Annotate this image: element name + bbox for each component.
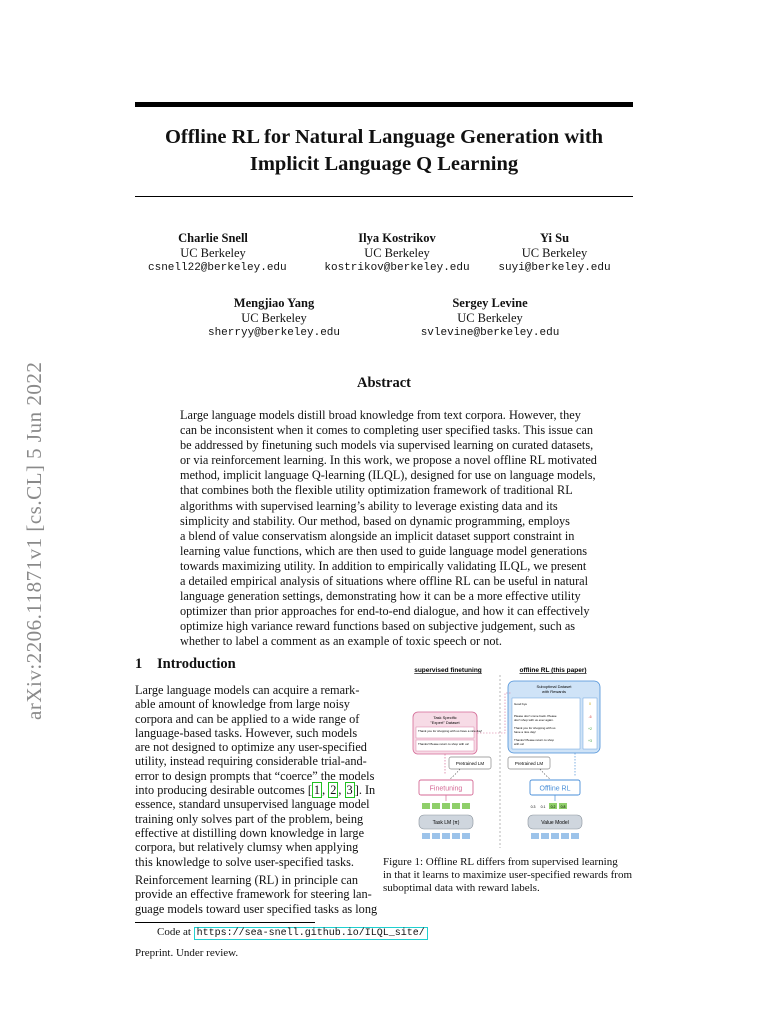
fig-left-heading: supervised finetuning — [414, 667, 482, 674]
abstract-line: a blend of value conservatism alongside an implicit dataset support constraint in — [180, 528, 575, 543]
body-line: training only solves part of the problem, being — [135, 811, 364, 826]
citation-link[interactable]: 2 — [330, 783, 337, 798]
value-label: 0.1 — [540, 805, 546, 809]
author-email: svlevine@berkeley.edu — [420, 327, 560, 339]
body-line: Reinforcement learning (RL) in principle can — [135, 873, 358, 887]
body-line: able amount of knowledge from large noisy — [135, 697, 350, 712]
body-line: essence, standard unsupervised language model — [135, 797, 370, 812]
fig-right-heading: offline RL (this paper) — [519, 667, 587, 674]
body-line: guage models toward user specified tasks as long — [135, 901, 378, 916]
connector — [540, 769, 550, 779]
abstract-line: Large language models distill broad knowledge from text corpora. However, they — [180, 408, 581, 422]
author-email: csnell22@berkeley.edu — [148, 262, 287, 274]
author-name: Mengjiao Yang — [233, 296, 315, 310]
abstract-line: that combines both the flexible utility optimization framework of traditional RL — [180, 483, 573, 498]
task-lm-output-tokens — [422, 803, 470, 809]
connector — [477, 693, 512, 733]
author-affiliation: UC Berkeley — [457, 311, 523, 325]
token — [571, 833, 579, 839]
abstract-line: a detailed empirical analysis of situations where offline RL can be useful in natural — [180, 574, 589, 589]
token — [432, 803, 440, 809]
body-line: this knowledge to solve user-specified tasks. — [135, 854, 355, 869]
reward-value: -6 — [588, 715, 592, 719]
value-label: 0.3 — [530, 805, 536, 809]
intro-paragraph-1 — [135, 683, 375, 869]
body-line: are not designed to optimize any user-specified — [135, 740, 367, 755]
body-line: corpora, but relatively clumsy when applying — [135, 840, 359, 855]
author-name: Ilya Kostrikov — [358, 231, 436, 245]
body-line: error to design prompts that “coerce” the models — [135, 768, 375, 783]
footnote — [157, 926, 428, 939]
connector — [450, 769, 460, 779]
token — [442, 803, 450, 809]
author-email: kostrikov@berkeley.edu — [324, 262, 470, 274]
author-affiliation: UC Berkeley — [180, 246, 246, 260]
abstract-line: or via reinforcement learning. In this work, we propose a novel offline RL motivated — [180, 453, 597, 468]
token — [462, 803, 470, 809]
caption-line: Figure 1: Offline RL differs from supervised learning — [383, 856, 618, 868]
footnote-prefix: Code at — [157, 926, 194, 938]
suboptimal-dataset-title: Suboptimal Dataset with Rewards — [536, 684, 572, 694]
token — [561, 833, 569, 839]
token — [442, 833, 450, 839]
figure-1-caption — [383, 856, 635, 896]
author-block — [148, 231, 287, 276]
body-line-citations: into producing desirable outcomes [ 1 , 2 , 3 ]. In — [135, 783, 376, 798]
citation-link[interactable]: 1 — [313, 783, 321, 798]
caption-line: suboptimal data with reward labels. — [383, 882, 540, 895]
token — [422, 803, 430, 809]
author-affiliation: UC Berkeley — [521, 246, 588, 260]
author-name: Charlie Snell — [178, 231, 248, 245]
citation-link[interactable]: 3 — [346, 783, 353, 798]
token — [531, 833, 539, 839]
body-line: provide an effective framework for steering lan- — [135, 887, 372, 902]
abstract-line: be addressed by finetuning such models via supervised learning on curated datasets, — [180, 438, 594, 453]
caption-line: in that it learns to maximize user-specified rewards from — [383, 869, 633, 882]
suboptimal-item: Good bye — [514, 702, 528, 706]
suboptimal-item: Thank you for shopping with us have a nice day! — [514, 726, 556, 734]
abstract-line: whether to label a comment as an example of toxic speech or not. — [180, 634, 502, 649]
abstract-line: method, implicit language Q-learning (ILQL), designed for use on language models, — [180, 468, 596, 483]
token — [551, 833, 559, 839]
section-heading-introduction — [135, 656, 236, 673]
token — [462, 833, 470, 839]
reward-value: 0 — [589, 702, 591, 706]
abstract-line: optimize high variance reward functions based on subjective judgement, such as — [180, 619, 576, 634]
token — [452, 803, 460, 809]
abstract-line: language generation settings, demonstrating how it can be a more effective utility — [180, 589, 581, 604]
pretrained-lm-right-label: Pretrained LM — [514, 761, 544, 766]
author-name: Yi Su — [539, 231, 570, 245]
task-lm-input-tokens — [422, 833, 470, 839]
body-line: language-based tasks. However, such models — [135, 725, 358, 740]
author-name: Sergey Levine — [452, 296, 528, 310]
value-label: 0.8 — [560, 805, 566, 809]
section-number: 1 — [135, 656, 143, 672]
author-email: sherryy@berkeley.edu — [207, 327, 341, 339]
reward-value: +3 — [588, 739, 592, 743]
preprint-note: Preprint. Under review. — [135, 947, 239, 959]
author-affiliation: UC Berkeley — [241, 311, 307, 325]
suboptimal-item: Thanks! Please return to shop with us! — [514, 738, 555, 746]
section-title: Introduction — [157, 656, 236, 672]
token — [452, 833, 460, 839]
abstract-line: can be inconsistent when it comes to completing user specified tasks. This issue can — [180, 423, 593, 438]
token — [422, 833, 430, 839]
figure-1-diagram — [405, 663, 615, 848]
token — [432, 833, 440, 839]
author-block — [317, 231, 477, 276]
task-dataset-item-text: Thanks! Please return to shop with us! — [418, 742, 470, 746]
intro-paragraph-2 — [135, 873, 378, 916]
value-model-input-tokens — [531, 833, 579, 839]
reward-value: +2 — [588, 727, 592, 731]
task-dataset-item-text: Thank you for shopping with us have a nice day! — [418, 729, 483, 733]
title-line-2: Implicit Language Q Learning — [249, 153, 519, 175]
offline-rl-label: Offline RL — [539, 785, 571, 793]
author-email: suyi@berkeley.edu — [498, 262, 611, 274]
cite-prefix: into producing desirable outcomes — [135, 783, 308, 798]
body-line: Large language models can acquire a remark- — [135, 683, 360, 697]
body-line: effective at distilling down knowledge in large — [135, 825, 365, 840]
author-block — [412, 296, 568, 341]
abstract-text — [180, 408, 597, 650]
pretrained-lm-left-label: Pretrained LM — [455, 761, 485, 766]
footnote-rule — [135, 922, 315, 923]
body-line: utility, instead requiring considerable trial-and- — [135, 754, 367, 769]
cite-suffix: . In — [358, 783, 376, 798]
finetuning-label: Finetuning — [429, 785, 463, 793]
title-line-1: Offline RL for Natural Language Generation with — [164, 126, 604, 148]
code-url-link[interactable]: https://sea-snell.github.io/ILQL_site/ — [194, 927, 428, 940]
abstract-line: simplicity and stability. Our method, based on dynamic programming, employs — [180, 513, 570, 528]
author-block — [200, 296, 348, 341]
body-line: corpora and can be applied to a wide range of — [135, 711, 360, 726]
abstract-line: towards maximizing utility. In addition to empirically validating ILQL, we present — [180, 558, 587, 573]
abstract-heading: Abstract — [357, 375, 411, 391]
task-lm-label: Task LM (π) — [432, 820, 460, 826]
author-block — [492, 231, 617, 276]
value-model-label: Value Model — [541, 820, 569, 826]
suboptimal-item: Please don't come back. Please don't shop with us ever again. — [514, 714, 557, 722]
task-dataset-title: Task Specific "Expert" Dataset — [430, 715, 460, 725]
token — [541, 833, 549, 839]
top-rule — [135, 102, 633, 107]
abstract-line: learning value functions, which are then used to guide language model generations — [180, 543, 588, 558]
author-affiliation: UC Berkeley — [364, 246, 430, 260]
abstract-line: optimizer than prior approaches for end-to-end dialogue, and how it can effectively — [180, 604, 590, 619]
title-rule — [135, 196, 633, 197]
abstract-line: algorithms with supervised learning’s ability to leverage existing data and its — [180, 498, 558, 513]
paper-title — [135, 124, 633, 178]
value-label: 0.2 — [550, 805, 556, 809]
arxiv-stamp: arXiv:2206.11871v1 [cs.CL] 5 Jun 2022 — [22, 361, 46, 720]
